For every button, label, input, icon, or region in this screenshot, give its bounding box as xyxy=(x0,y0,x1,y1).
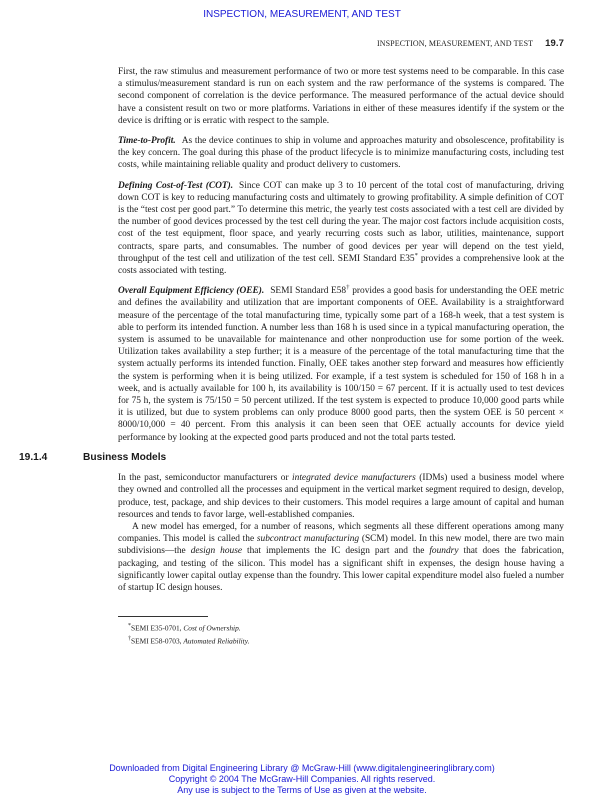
bm1-text-a: In the past, semiconductor manufacturers or xyxy=(118,473,293,484)
footnote-2 xyxy=(128,634,564,646)
footnote-ref-dagger: † xyxy=(346,284,350,292)
bm1-term-idm: integrated device manufacturers xyxy=(292,473,416,484)
paragraph-oee xyxy=(118,285,564,444)
bm2-term-foundry: foundry xyxy=(429,546,459,557)
bm2-text-a: A new model has emerged, for a number of reasons, which segments all these different operations among many companies. This model is called the xyxy=(118,521,564,545)
footnote-1-text: SEMI E35-0701, xyxy=(131,623,184,633)
footer-line-copyright: Copyright © 2004 The McGraw-Hill Companies. All rights reserved. xyxy=(168,774,436,784)
footnote-2-title: Automated Reliability. xyxy=(183,636,250,646)
section-number: 19.1.4 xyxy=(19,451,48,463)
running-head-title: INSPECTION, MEASUREMENT, AND TEST xyxy=(376,39,534,48)
oee-text-b: provides a good basis for understanding the OEE metric and defines the availability and utilization that are important components of OEE. Availability is a straightforward measure of the percentage of the total manufacturing time, typically some part of a 168-h week, that a test system is able to perform its intended function. A number less than 168 h is used since in a typical manufacturing operation, the system is assumed to be unavailable for maintenance and other nonproduction use for some portion of the week. Utilization takes availability a step further; it is a measure of the percentage of the total manufacturing time that the system actually performs its intended function. Finally, OEE takes another step forward and measures how efficiently the system is performing when it is being utilized. For example, if a test system is scheduled for 150 of 168 h in a week, and is actually available for 100 h, its availability is 100/150 = 67 percent. If it is actually used to test devices for 75 h, the system is 75/150 = 50 percent utilized. If the test system is expected to produce 10,000 good parts while it is utilized, but due to system problems can only produce 8000 good parts, then the system OEE is 50 percent × 8000/10,000 = 40 percent. From this analysis it can been seen that OEE actually accounts for device yield performance by looking at the expected good parts produced and not the total parts tested. xyxy=(118,286,564,443)
footnote-2-text: SEMI E58-0703, xyxy=(131,636,184,646)
page-number: 19.7 xyxy=(545,38,564,49)
runin-time-to-profit: Time-to-Profit. xyxy=(118,136,176,147)
bm2-term-design-house: design house xyxy=(190,546,242,557)
cost-of-test-text-a: Since COT can make up 3 to 10 percent of the total cost of manufacturing, driving down COT is key to reducing manufacturing costs and ultimately to growing profitability. A simple definition of COT is the “test cost per good part.” To determine this metric, the yearly test costs associated with a test cell are divided by the number of good devices processed by the test cell during the year. The major cost factors include acquisition costs, cost of the test equipment, floor space, and yearly recurring costs such as labor, utilities, maintenance, support contracts, spare parts, and consumables. The number of good devices per year will depend on the test yield, throughput of the test cell and utilization of the test cell. SEMI Standard E35 xyxy=(118,180,564,264)
paragraph-time-to-profit xyxy=(118,135,564,172)
bm2-text-b: (SCM) model. In this new model, there are two main subdivisions—the xyxy=(118,534,565,557)
footnote-1-title: Cost of Ownership. xyxy=(183,623,241,633)
bm2-text-d: that does the fabrication, packaging, and testing of the silicon. This model has a significant shift in expenses, the design house having a significantly lower capital outlay expense than the foundry. This lower capital expenditure model also fueled a number of startup IC design houses. xyxy=(118,546,564,593)
time-to-profit-text: As the device continues to ship in volume and approaches maturity and obsolescence, profitability is the key concern. The goal during this phase of the product lifecycle is to minimize manufacturing costs, including test costs, while maintaining reliable quality and product delivery to customers. xyxy=(118,136,564,171)
footer-line-terms: Any use is subject to the Terms of Use as given at the website. xyxy=(177,785,427,795)
paragraph-correlation: First, the raw stimulus and measurement performance of two or more test systems need to be comparable. In this case a stimulus/measurement standard is run on each system and the raw performance of the systems is compared. The second component of correlation is the device performance. The measured performance of the actual device should have a consistent result on two or more platforms. Variations in either of these measures identify if the system or the device is drifting or is erratic with respect to the sample. xyxy=(118,67,564,126)
paragraph-business-models-2 xyxy=(118,521,564,594)
running-head xyxy=(377,38,564,49)
section-title: Business Models xyxy=(83,451,167,463)
footnote-1-mark: * xyxy=(128,623,131,630)
cost-of-test-text-b: provides a comprehensive look at the costs associated with testing. xyxy=(118,253,564,277)
bm1-text-b: (IDMs) used a business model where they owned and controlled all the processes and equipment in the vertical market segment required to design, develop, produce, test, package, and ship devices to their customers. This model requires a large amount of capital and human resources and tends to favor large, well-established companies. xyxy=(118,473,565,520)
footnote-1 xyxy=(128,621,564,633)
paragraph-business-models-1 xyxy=(118,472,564,521)
footnote-2-mark: † xyxy=(128,635,131,642)
footer-line-download: Downloaded from Digital Engineering Library @ McGraw-Hill (www.digitalengineeringlibrary.com) xyxy=(109,763,495,773)
footnote-divider xyxy=(118,616,208,617)
bm2-term-scm: subcontract manufacturing xyxy=(256,534,360,545)
download-banner: INSPECTION, MEASUREMENT, AND TEST xyxy=(203,9,401,20)
footnote-ref-star: * xyxy=(414,251,418,259)
runin-cost-of-test: Defining Cost-of-Test (COT). xyxy=(118,180,234,191)
copyright-footer xyxy=(0,763,604,796)
bm2-text-c: that implements the IC design part and the xyxy=(242,546,430,557)
oee-text-a: SEMI Standard E58 xyxy=(270,286,347,297)
section-heading xyxy=(19,452,564,464)
paragraph-cost-of-test xyxy=(118,180,564,278)
page-body xyxy=(19,66,565,646)
runin-oee: Overall Equipment Efficiency (OEE). xyxy=(118,286,265,297)
